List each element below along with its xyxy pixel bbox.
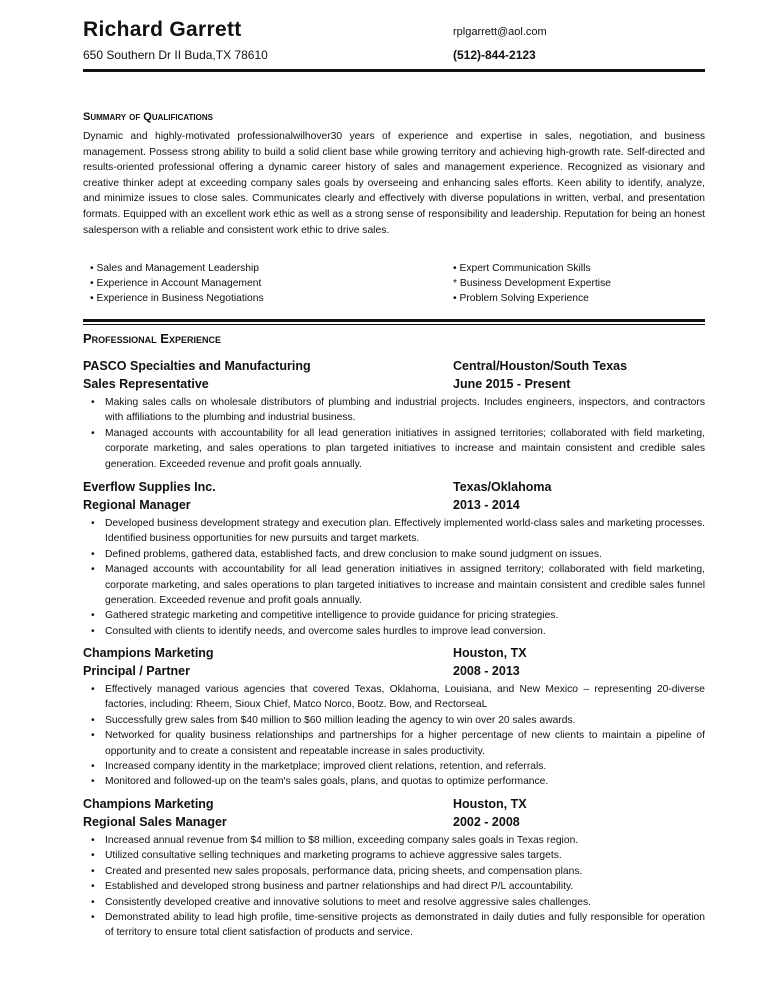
location: Central/Houston/South Texas (453, 359, 628, 373)
bullet-item: • Established and developed strong business and partner relationships and had direct P/L accountability. (105, 879, 705, 894)
dates: June 2015 - Present (453, 377, 571, 391)
bullet-item: • Gathered strategic marketing and competitive intelligence to provide guidance for pricing strategies. (105, 608, 705, 623)
divider (83, 69, 705, 72)
company: Everflow Supplies Inc. (83, 480, 216, 494)
skill-item: • Problem Solving Experience (453, 293, 589, 304)
bullet-item: • Developed business development strategy and execution plan. Effectively implemented world-class sales and marketing processes. Identified business opportunities for new pursuits and target markets. (105, 516, 705, 547)
bullet-item: • Defined problems, gathered data, established facts, and drew conclusion to make sound judgment on issues. (105, 547, 705, 562)
skills-left (90, 261, 264, 306)
job-bullets (83, 516, 705, 639)
skill-item: • Sales and Management Leadership (90, 263, 260, 274)
double-divider (83, 319, 705, 325)
dates: 2008 - 2013 (453, 664, 520, 678)
job-bullets (83, 833, 705, 941)
dates: 2002 - 2008 (453, 815, 520, 829)
skill-item: • Experience in Business Negotiations (90, 293, 264, 304)
location: Texas/Oklahoma (453, 480, 552, 494)
address: 650 Southern Dr II Buda,TX 78610 (83, 48, 268, 62)
bullet-item: • Effectively managed various agencies that covered Texas, Oklahoma, Louisiana, and New Mexico – representing 20-diverse factories, including: Rheem, Sioux Chief, Matco Norco, Bootz. Bow, and RectorseaL (105, 682, 705, 713)
dates: 2013 - 2014 (453, 498, 520, 512)
company: Champions Marketing (83, 646, 214, 660)
phone: (512)-844-2123 (453, 48, 536, 62)
bullet-item: • Increased company identity in the marketplace; improved client relations, retention, and referrals. (105, 759, 705, 774)
job-title: Sales Representative (83, 377, 209, 391)
bullet-item: • Successfully grew sales from $40 million to $60 million leading the agency to win over 20 sales awards. (105, 713, 705, 728)
location: Houston, TX (453, 646, 527, 660)
email: rplgarrett@aol.com (453, 26, 547, 38)
job-bullets (83, 682, 705, 790)
job-entry (83, 797, 705, 941)
skill-item: • Expert Communication Skills (453, 263, 591, 274)
bullet-item: • Managed accounts with accountability for all lead generation initiatives in assigned territories; collaborated with field marketing, corporate marketing, and sales operations to plan targeted initiatives to increase and maintain consistent and credible sales generation. Exceeded revenue and profit goals annually. (105, 426, 705, 472)
bullet-item: • Created and presented new sales proposals, performance data, pricing sheets, and compensation plans. (105, 864, 705, 879)
summary-heading: Summary of Qualifications (83, 111, 213, 123)
candidate-name: Richard Garrett (83, 18, 242, 41)
bullet-item: • Utilized consultative selling techniques and marketing programs to achieve aggressive sales targets. (105, 848, 705, 863)
skill-item: * Business Development Expertise (453, 278, 611, 289)
job-title: Regional Manager (83, 498, 191, 512)
bullet-item: • Demonstrated ability to lead high profile, time-sensitive projects as demonstrated in daily duties and fully responsible for operation of territory to ensure total client satisfaction of products and service. (105, 910, 705, 941)
skill-item: • Experience in Account Management (90, 278, 262, 289)
skills-right (453, 261, 611, 306)
job-entry (83, 646, 705, 790)
bullet-item: • Making sales calls on wholesale distributors of plumbing and industrial projects. Includes engineers, inspectors, and contractors with affiliations to the plumbing and industrial business. (105, 395, 705, 426)
job-title: Principal / Partner (83, 664, 190, 678)
summary-text: Dynamic and highly-motivated professionalwilhover30 years of experience and expertise in sales, negotiation, and business management. Possess strong ability to build a solid client base while growing territory and achieving high-growth rate. Self-directed and results-oriented professional offering a dynamic career history of sales and management experience. Recognized as visionary and creative thinker adept at exceeding company sales goals by overseeing and enhancing sales efforts. Keen ability to identify, analyze, and minimize issues to close sales. Communicates clearly and effectively with diverse populations in written, verbal, and presentation formats. Equipped with an excellent work ethic as well as a strong sense of responsibility and leadership. Reputation for being an honest salesperson with a reliable and consistent work ethic to drive sales. (83, 131, 705, 236)
bullet-item: • Consistently developed creative and innovative solutions to meet and resolve aggressive sales challenges. (105, 895, 705, 910)
job-entry (83, 480, 705, 639)
location: Houston, TX (453, 797, 527, 811)
job-bullets (83, 395, 705, 472)
bullet-item: • Increased annual revenue from $4 million to $8 million, exceeding company sales goals in Texas region. (105, 833, 705, 848)
bullet-item: • Networked for quality business relationships and partnerships for a higher percentage of new clients to maintain a pipeline of opportunity and to create a consistent and repeatable increase in sales productivity. (105, 728, 705, 759)
job-title: Regional Sales Manager (83, 815, 227, 829)
bullet-item: • Consulted with clients to identify needs, and overcome sales hurdles to improve lead conversion. (105, 624, 705, 639)
bullet-item: • Managed accounts with accountability for all lead generation initiatives in assigned territory; collaborated with field marketing, corporate marketing, and sales operations to plan targeted initiatives to increase and maintain consistent and credible sales funnel generation. Exceeded revenue and profit goals annually. (105, 562, 705, 608)
job-entry (83, 359, 705, 472)
company: PASCO Specialties and Manufacturing (83, 359, 311, 373)
experience-heading: Professional Experience (83, 331, 221, 346)
bullet-item: • Monitored and followed-up on the team's sales goals, plans, and quotas to optimize performance. (105, 774, 705, 789)
company: Champions Marketing (83, 797, 214, 811)
